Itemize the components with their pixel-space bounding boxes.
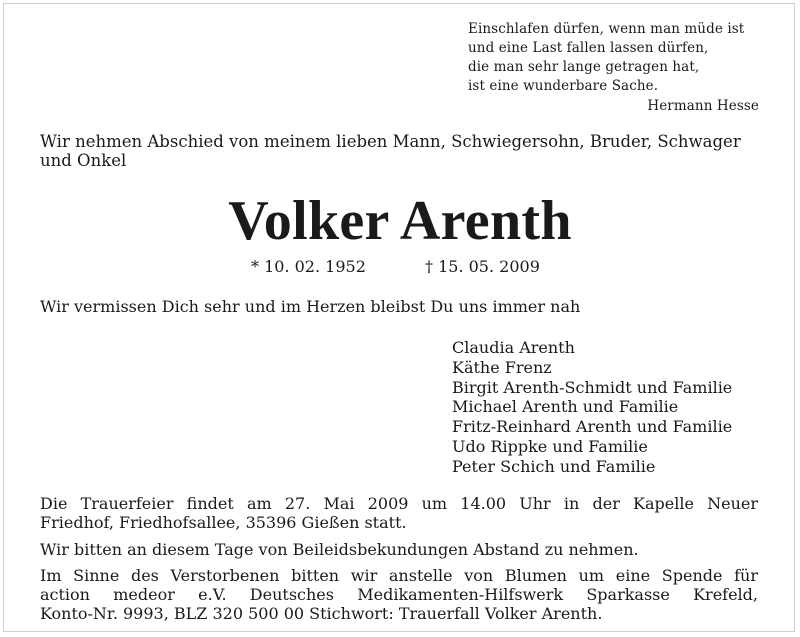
mourner-item: Fritz-Reinhard Arenth und Familie (452, 417, 733, 437)
mourner-item: Udo Rippke und Familie (452, 436, 648, 456)
mourners-list (452, 338, 732, 477)
mourner-item: Birgit Arenth-Schmidt und Familie (452, 377, 733, 397)
farewell-intro (40, 132, 762, 170)
mourner-item: Claudia Arenth (452, 338, 575, 357)
funeral-info (40, 494, 758, 532)
funeral-line: Die Trauerfeier findet am 27. Mai 2009 um 14.00 Uhr in der Kapelle Neuer (40, 494, 758, 513)
death-date: † 15. 05. 2009 (425, 257, 540, 276)
donation-line: Konto-Nr. 9993, BLZ 320 500 00 Stichwort: Trauerfall Volker Arenth. (40, 604, 603, 623)
poem-line: ist eine wunderbare Sache. (468, 78, 659, 94)
donation-request (40, 566, 758, 623)
donation-line: Im Sinne des Verstorbenen bitten wir anstelle von Blumen um eine Spende für (40, 566, 758, 585)
mourner-item: Michael Arenth und Familie (452, 397, 679, 417)
poem-quote (468, 20, 768, 116)
intro-line: Wir nehmen Abschied von meinem lieben Mann, Schwiegersohn, Bruder, Schwager (40, 132, 741, 151)
condolence-line: Wir bitten an diesem Tage von Beileidsbekundungen Abstand zu nehmen. (40, 540, 639, 559)
mourner-item: Peter Schich und Familie (452, 456, 656, 476)
funeral-line: Friedhof, Friedhofsallee, 35396 Gießen statt. (40, 513, 407, 532)
poem-line: und eine Last fallen lassen dürfen, (468, 40, 709, 56)
memorial-message: Wir vermissen Dich sehr und im Herzen bleibst Du uns immer nah (40, 297, 581, 316)
deceased-name: Volker Arenth (228, 190, 572, 252)
mourner-item: Käthe Frenz (452, 357, 552, 377)
intro-line: und Onkel (40, 151, 127, 170)
birth-date: * 10. 02. 1952 (251, 257, 366, 276)
poem-line: die man sehr lange getragen hat, (468, 59, 700, 75)
condolence-note (40, 540, 758, 559)
poem-line: Einschlafen dürfen, wenn man müde ist (468, 21, 745, 37)
donation-line: action medeor e.V. Deutsches Medikamenten-Hilfswerk Sparkasse Krefeld, (40, 585, 758, 604)
poem-author: Hermann Hesse (647, 98, 759, 114)
